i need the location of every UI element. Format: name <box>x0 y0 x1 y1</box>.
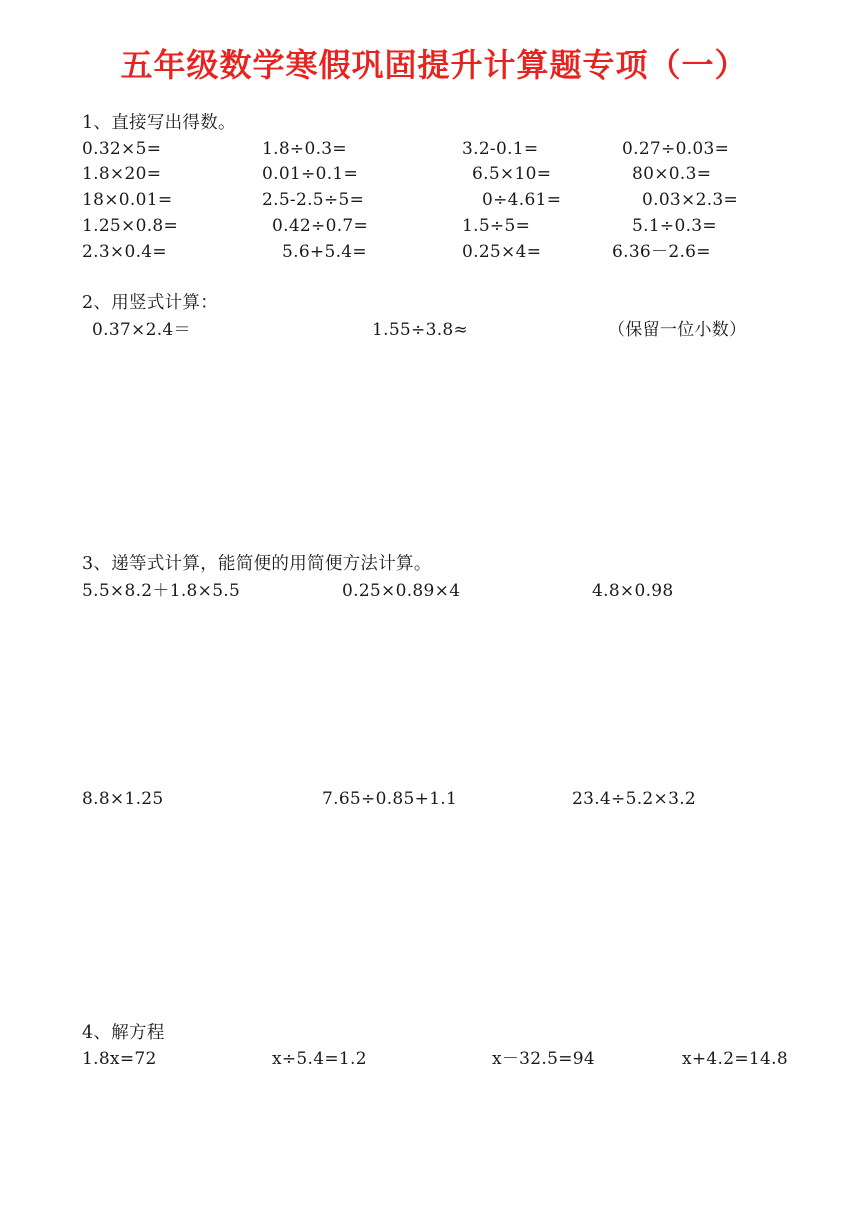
problem-1-1-1: 0.32×5= <box>82 139 162 159</box>
section-2-heading: 2、用竖式计算： <box>82 293 219 313</box>
equation-1: 1.8x=72 <box>82 1049 157 1069</box>
problem-1-1-3: 3.2-0.1= <box>462 139 539 159</box>
page-title: 五年级数学寒假巩固提升计算题专项（一） <box>120 46 748 84</box>
equation-3: x－32.5=94 <box>492 1049 596 1069</box>
problem-2-2: 1.55÷3.8≈ <box>372 320 469 340</box>
problem-1-2-1: 1.8×20= <box>82 164 162 184</box>
problem-2-1: 0.37×2.4＝ <box>92 320 191 340</box>
problem-1-5-2: 5.6+5.4= <box>282 242 367 262</box>
problem-3-6: 23.4÷5.2×3.2 <box>572 789 697 809</box>
problem-3-2: 0.25×0.89×4 <box>342 581 461 601</box>
problem-1-3-4: 0.03×2.3= <box>642 190 739 210</box>
problem-1-1-2: 1.8÷0.3= <box>262 139 347 159</box>
problem-1-5-3: 0.25×4= <box>462 242 542 262</box>
section-4-heading: 4、解方程 <box>82 1023 165 1043</box>
problem-1-4-3: 1.5÷5= <box>462 216 531 236</box>
problem-1-5-1: 2.3×0.4= <box>82 242 167 262</box>
problem-1-4-1: 1.25×0.8= <box>82 216 179 236</box>
section-3-heading: 3、递等式计算，能简便的用简便方法计算。 <box>82 554 432 574</box>
problem-1-3-2: 2.5-2.5÷5= <box>262 190 365 210</box>
problem-3-3: 4.8×0.98 <box>592 581 674 601</box>
problem-1-5-4: 6.36－2.6= <box>612 242 711 262</box>
problem-1-2-4: 80×0.3= <box>632 164 712 184</box>
section-1-heading: 1、直接写出得数。 <box>82 113 236 133</box>
problem-2-note: （保留一位小数） <box>608 320 747 340</box>
problem-1-4-4: 5.1÷0.3= <box>632 216 717 236</box>
problem-3-4: 8.8×1.25 <box>82 789 164 809</box>
problem-1-2-3: 6.5×10= <box>472 164 552 184</box>
problem-1-1-4: 0.27÷0.03= <box>622 139 730 159</box>
equation-4: x+4.2=14.8 <box>682 1049 788 1069</box>
problem-1-2-2: 0.01÷0.1= <box>262 164 359 184</box>
problem-3-5: 7.65÷0.85+1.1 <box>322 789 458 809</box>
problem-1-4-2: 0.42÷0.7= <box>272 216 369 236</box>
problem-3-1: 5.5×8.2＋1.8×5.5 <box>82 581 241 601</box>
problem-1-3-1: 18×0.01= <box>82 190 173 210</box>
equation-2: x÷5.4=1.2 <box>272 1049 367 1069</box>
problem-1-3-3: 0÷4.61= <box>482 190 562 210</box>
